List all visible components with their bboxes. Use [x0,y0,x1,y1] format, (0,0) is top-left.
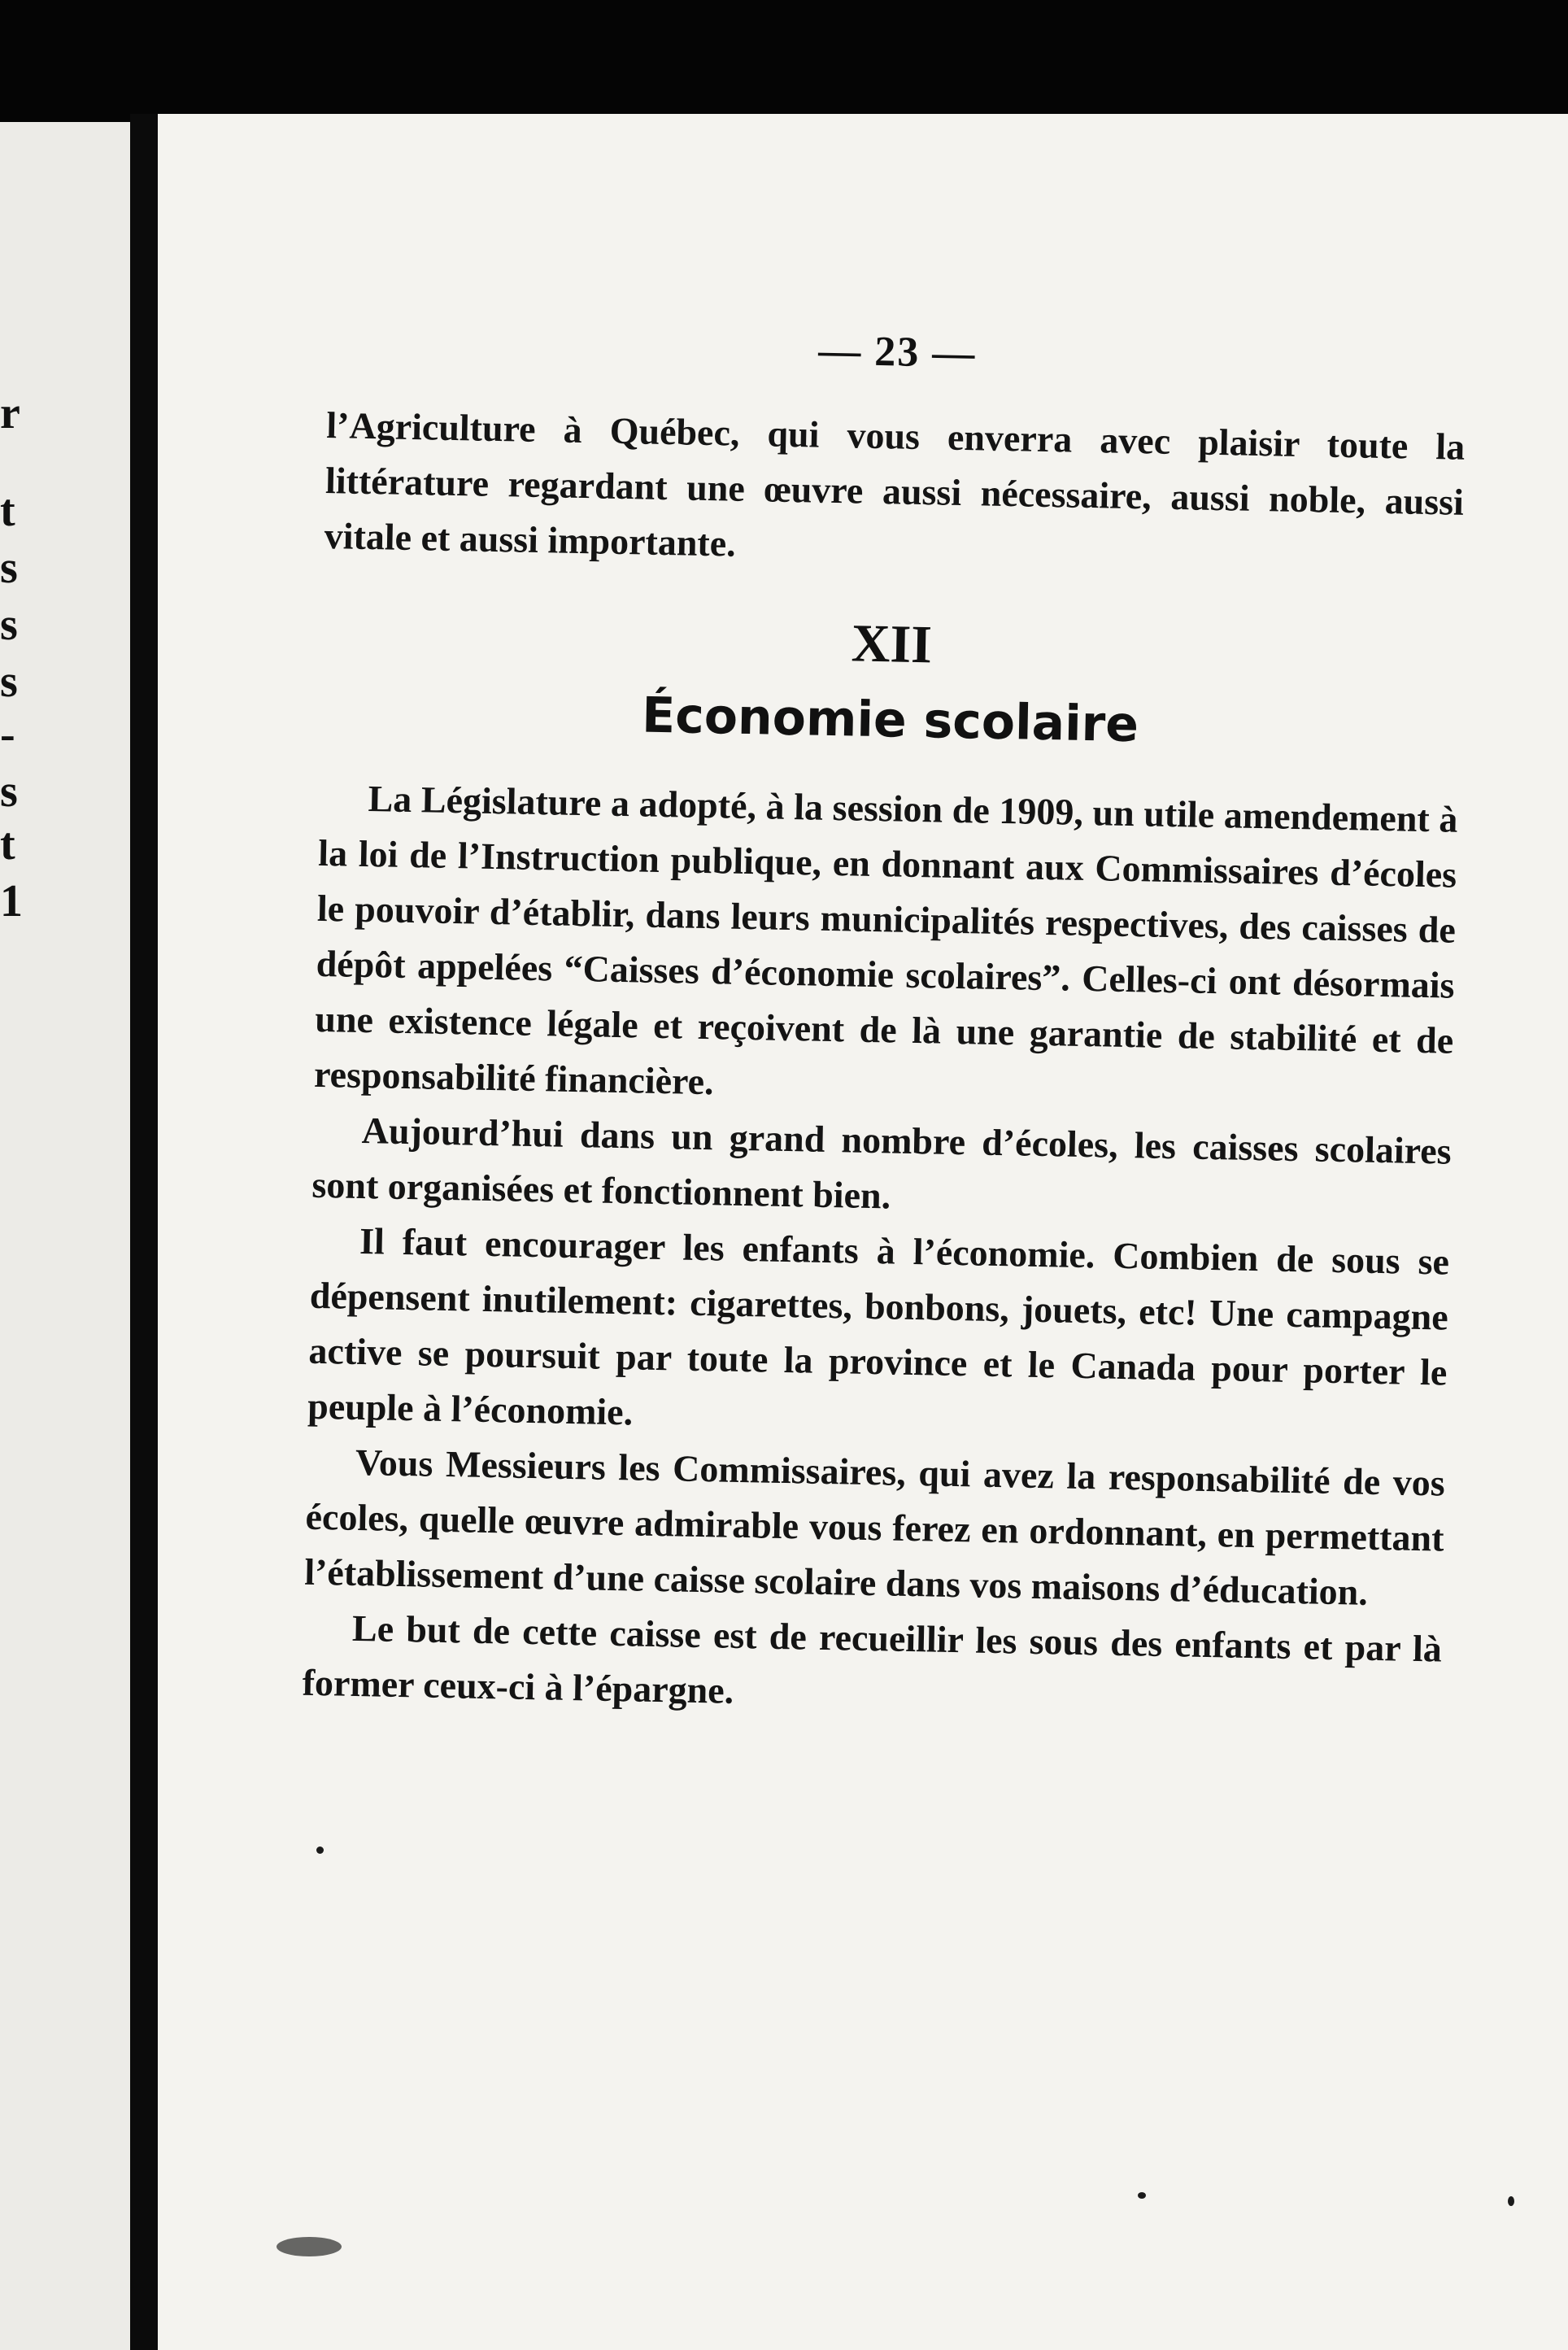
left-fragment: s [0,543,18,593]
page-content [302,317,1467,1733]
paragraph: Aujourd’hui dans un grand nombre d’écoles, les caisses scolaires sont organisées et fonctionnent bien. [311,1109,1453,1217]
speck-mark [316,1846,324,1854]
paragraph: La Législature a adopté, à la session de 1909, un utile amendement à la loi de l’Instruction publique, en donnant aux Commissaires d’écoles le pouvoir d’établir, dans leurs municipalités respectives, des caisses de dépôt appelées “Caisses d’économie scolaires”. Celles-ci ont désormais une existence légale et reçoivent de là une garantie de stabilité et de responsabilité financière. [313,778,1458,1103]
speck-mark [1138,2192,1146,2199]
left-fragment: - [0,709,15,760]
opening-paragraph: l’Agriculture à Québec, qui vous enverra avec plaisir toute la littérature regardant une œuvre aussi nécessaire, aussi noble, aussi vitale et aussi importante. [324,403,1466,565]
scan-smudge [277,2237,342,2256]
speck-mark [1508,2196,1514,2206]
left-fragment: 1 [0,876,23,926]
left-fragment: s [0,599,18,650]
page-gutter [130,114,158,2350]
paragraph: Le but de cette caisse est de recueillir les sous des enfants et par là former ceux-ci à l’épargne. [302,1607,1443,1711]
section-body [302,770,1458,1733]
book-page [158,114,1568,2350]
paragraph: Vous Messieurs les Commissaires, qui avez la responsabilité de vos écoles, quelle œuvre admirable vous ferez en ordonnant, en permettant l’établissement d’une caisse scolaire dans vos maisons d’éducation. [303,1441,1446,1613]
section-title: Économie scolaire [641,687,1139,754]
left-fragment: t [0,819,15,870]
left-fragment: r [0,388,20,438]
left-fragment: t [0,486,15,536]
page-number: — 23 — [817,327,977,377]
left-fragment: s [0,656,18,707]
body-text [324,398,1466,586]
section-number: XII [851,613,933,675]
paragraph: Il faut encourager les enfants à l’économie. Combien de sous se dépensent inutilement: cigarettes, bonbons, jouets, etc! Une campagne active se poursuit par toute la province et le Canada pour porter le peuple à l’économie. [307,1219,1450,1433]
left-fragment: s [0,766,18,817]
